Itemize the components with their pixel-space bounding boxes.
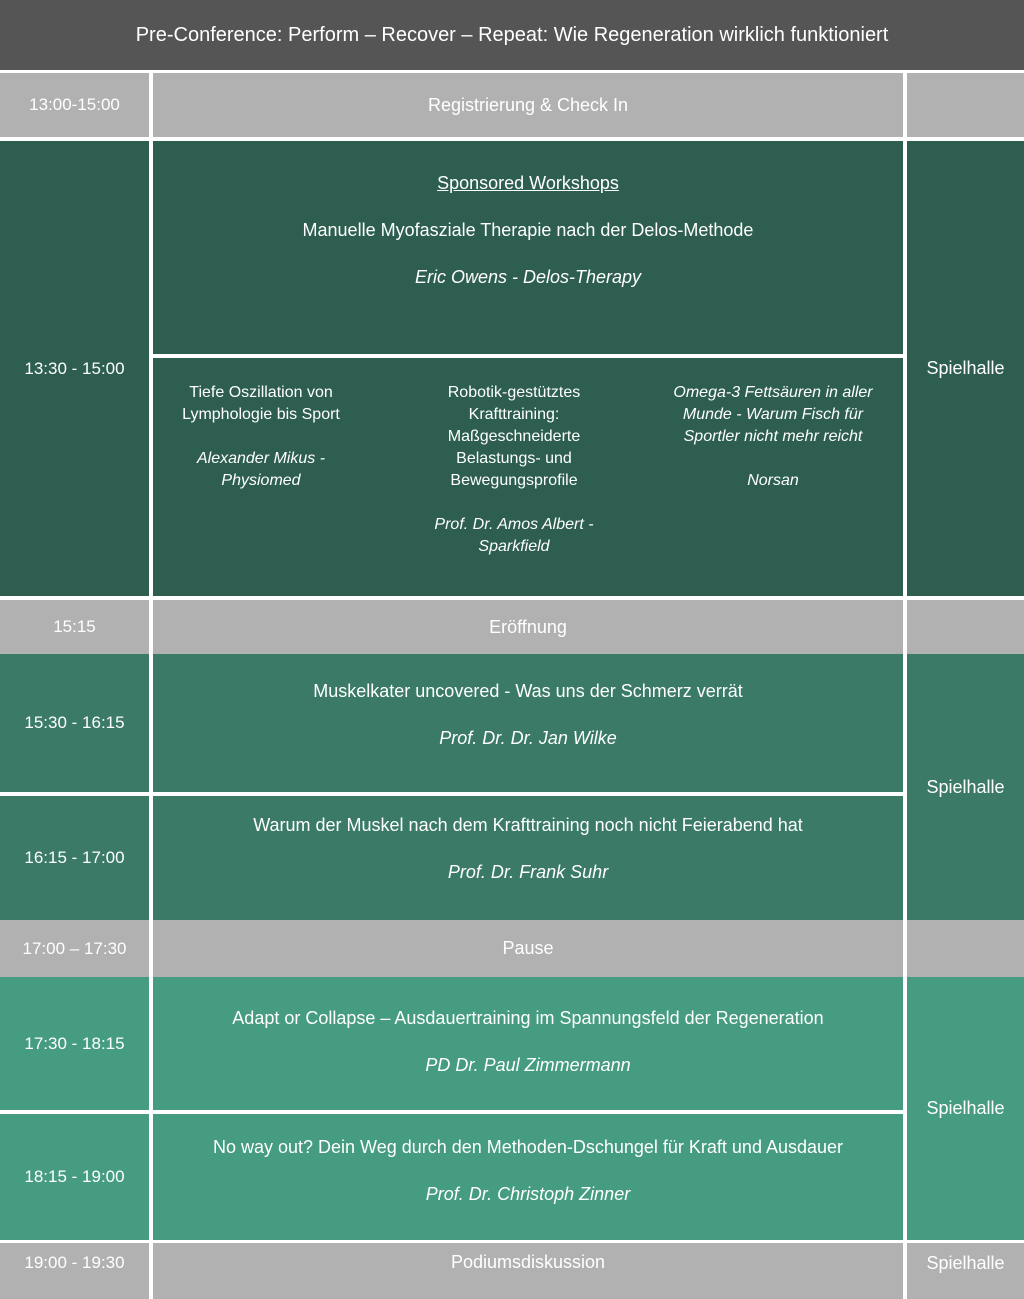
time-talk-muskelkater: 15:30 - 16:15	[0, 654, 149, 792]
workshop-sub-1-speaker: Alexander Mikus - Physiomed	[196, 450, 326, 489]
time-talk-noway: 18:15 - 19:00	[0, 1114, 149, 1240]
room-block2: Spielhalle	[907, 977, 1024, 1240]
time-pause: 17:00 – 17:30	[0, 920, 149, 977]
talk-adapt-speaker: PD Dr. Paul Zimmermann	[425, 1055, 631, 1075]
time-opening: 15:15	[0, 600, 149, 654]
workshops-heading: Sponsored Workshops	[437, 173, 619, 193]
room-panel: Spielhalle	[907, 1243, 1024, 1299]
session-pause: Pause	[153, 920, 903, 977]
room-registration-empty	[907, 73, 1024, 137]
room-workshops: Spielhalle	[907, 141, 1024, 596]
session-opening: Eröffnung	[153, 600, 903, 654]
talk-muskelkater	[153, 654, 903, 792]
session-registration: Registrierung & Check In	[153, 73, 903, 137]
workshop-sub-2-title: Robotik-gestütztes Krafttraining: Maßgeschneiderte Belastungs- und Bewegungsprofile	[447, 384, 581, 489]
time-talk-feierabend: 16:15 - 17:00	[0, 796, 149, 920]
talk-noway-title: No way out? Dein Weg durch den Methoden-Dschungel für Kraft und Ausdauer	[212, 1137, 844, 1157]
workshop-sub-2-speaker: Prof. Dr. Amos Albert - Sparkfield	[434, 516, 594, 555]
talk-muskelkater-speaker: Prof. Dr. Dr. Jan Wilke	[439, 728, 617, 748]
workshop-sub-1	[161, 382, 361, 492]
workshop-main-speaker: Eric Owens - Delos-Therapy	[414, 267, 642, 287]
talk-adapt-title: Adapt or Collapse – Ausdauertraining im Spannungsfeld der Regeneration	[232, 1008, 824, 1028]
workshop-sub-1-title: Tiefe Oszillation von Lymphologie bis Sport	[182, 384, 340, 423]
talk-adapt	[153, 977, 903, 1110]
room-block1: Spielhalle	[907, 654, 1024, 920]
workshop-sub-row	[153, 358, 903, 596]
workshop-sub-2	[409, 382, 619, 558]
workshop-sub-3	[653, 382, 893, 492]
workshop-main-title: Manuelle Myofasziale Therapie nach der Delos-Methode	[302, 220, 754, 240]
page-title: Pre-Conference: Perform – Recover – Repeat: Wie Regeneration wirklich funktioniert	[0, 0, 1024, 70]
workshop-main	[153, 141, 903, 354]
talk-feierabend-speaker: Prof. Dr. Frank Suhr	[447, 862, 609, 882]
talk-feierabend	[153, 796, 903, 920]
time-panel: 19:00 - 19:30	[0, 1243, 149, 1299]
talk-feierabend-title: Warum der Muskel nach dem Krafttraining noch nicht Feierabend hat	[253, 815, 803, 835]
room-opening-empty	[907, 600, 1024, 654]
workshop-sub-3-speaker: Norsan	[747, 472, 799, 489]
time-registration: 13:00-15:00	[0, 73, 149, 137]
talk-muskelkater-title: Muskelkater uncovered - Was uns der Schmerz verrät	[313, 681, 743, 701]
session-panel: Podiumsdiskussion	[153, 1243, 903, 1299]
workshop-sub-3-title: Omega-3 Fettsäuren in aller Munde - Warum Fisch für Sportler nicht mehr reicht	[673, 384, 873, 445]
talk-noway	[153, 1114, 903, 1240]
time-workshops: 13:30 - 15:00	[0, 141, 149, 596]
time-talk-adapt: 17:30 - 18:15	[0, 977, 149, 1110]
room-pause-empty	[907, 920, 1024, 977]
talk-noway-speaker: Prof. Dr. Christoph Zinner	[425, 1184, 631, 1204]
